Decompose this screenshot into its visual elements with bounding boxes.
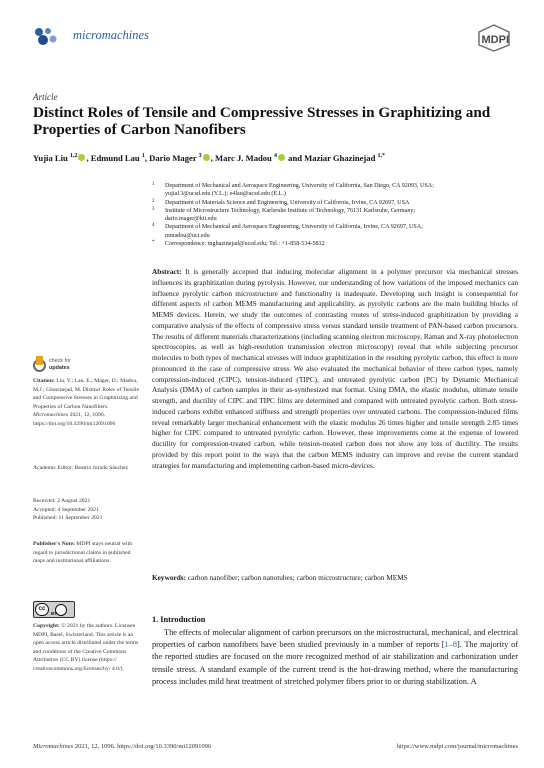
affiliation-line: mmadou@uci.edu [165,232,210,239]
affiliation-item [152,223,517,240]
author-affiliation-sup: 1,2 [69,153,78,160]
intro-text-b: ]. The majority of the reported studies are focused on the more recognized method of air stabilization and carbonization under tensile stress. A standard example of the current trend is the hot-drawing method, where the manufacturing process includes mild heat treatment of stretched polymer fibers prior to or during stabilization. A [152,640,518,686]
citation-text: Liu, Y.; Lau, E.; Mager, D.; Madou, M.J.; Ghazinejad, M. Distinct Roles of Tensile and Compressive Stresses in Graphitizing and Properties of Carbon Nanofibers. [33,378,139,410]
accepted-date: Accepted: 4 September 2021 [33,506,99,513]
article-title: Distinct Roles of Tensile and Compressive Stresses in Graphitizing and Properties of Carbon Nanofibers [33,104,491,138]
copyright-block [33,622,143,673]
affiliation-line: Department of Mechanical and Aerospace Engineering, University of California, San Diego, CA 92093, USA; [165,183,434,189]
author-separator: , [144,153,150,163]
affiliation-item [152,207,517,224]
academic-editor: Academic Editor: Beatriz Jurado Sánchez [33,465,129,471]
affiliation-line: yujia13@ucsd.edu (Y.L.); e4lau@ucsd.edu (E.L.) [165,191,286,198]
author-list [33,153,513,163]
published-date: Published: 11 September 2021 [33,515,103,521]
affiliation-number: 3 [152,206,155,212]
check-updates-ribbon-icon [36,356,43,365]
check-updates-line2: updates [49,364,70,371]
copyright-label: Copyright: [33,623,60,629]
publisher-note [33,540,143,566]
cc-by-license-logo[interactable] [33,601,75,618]
author-affiliation-sup: 1,* [377,153,386,160]
affiliation-line: Department of Mechanical and Aerospace Engineering, University of California, Irvine, CA 92697, USA; [165,224,423,231]
publisher-note-text: MDPI stays neutral with regard to jurisdictional claims in published maps and institutional affiliations. [33,541,133,564]
publisher-note-label: Publisher's Note: [33,541,75,547]
orcid-icon[interactable] [203,154,210,161]
affiliation-line: Correspondence: mghazinejad@ucsd.edu; Tel.: +1-858-534-5832 [165,241,325,248]
footer-url[interactable]: https://www.mdpi.com/journal/micromachines [396,743,518,750]
affiliation-item [152,199,517,207]
citation-tail[interactable]: 2021, 12, 1096. https://doi.org/10.3390/mi12091096 [33,412,116,427]
introduction-paragraph [152,627,518,688]
dates-block [33,497,143,523]
abstract-text: It is generally accepted that inducing molecular alignment in a polymer precursor via mechanical stresses influences its graphitization during pyrolysis. However, our understanding of how variations of the imposed mechanics can influence pyrolytic carbon microstructure and functionality is inadequate. Developing such insight is consequential for different aspects of carbon MEMS manufacturing and applicability, as pyrolytic carbons are the main building blocks of MEMS devices. Herein, we study the outcomes of contrasting routes of stress-induced graphitization by providing a comparative analysis of the effects of compressive stress versus standard tensile treatment of PAN-based carbon precursors. The results of different materials characterizations (including scanning electron microscopy, Raman and X-ray photoelectron spectroscopies, as well as high-resolution transmission electron microscopy) reveal that while subjecting precursor molecules to both types of mechanical stresses will induce graphitization in the resulting pyrolytic carbon, this effect is more pronounced in the case of compressive stress. We also evaluated the mechanical behavior of three carbon types, namely compression-induced (CIPC), tension-induced (TIPC), and untreated pyrolytic carbon (PC) by Dynamic Mechanical Analysis (DMA) of carbon samples in their as-synthesized mat format. Using DMA, the elastic modulus, ultimate tensile strength, and ductility of CIPC and TIPC films are determined and compared with untreated pyrolytic carbon. Both stress-induced carbons exhibit enhanced stiffness and strength properties over untreated carbons. The compression-induced films reveal remarkably larger mechanical enhancement with the elastic modulus 26 times higher and tensile strength 2.85 times higher for CIPC compared to untreated pyrolytic carbon. However, these improvements come at the expense of lowered ductility for compression-treated carbon, while tension-treated carbon does not show any loss of ductility. The results provided by this report point to the ways that the carbon MEMS industry can improve and revise the current standard strategies for manufacturing and implementing carbon-based micro-devices. [152,267,518,470]
author-name: Marc J. Madou [214,153,274,163]
author-separator: , [86,153,91,163]
orcid-icon[interactable] [78,154,85,161]
author-name: Edmund Lau [90,153,142,163]
author-affiliation-sup: 1 [141,153,145,160]
author-separator: and [286,153,305,163]
author-separator: , [210,153,215,163]
mdpi-logo-text: MDPI [481,34,509,46]
affiliation-number: 4 [152,223,155,229]
affiliation-number: * [152,240,155,246]
affiliations [152,182,517,248]
footer-doi[interactable]: 2021, 12, 1096. https://doi.org/10.3390/mi12091096 [73,743,212,750]
affiliation-number: 2 [152,198,155,204]
journal-logo-icon [33,26,59,48]
footer-journal: Micromachines [33,743,74,750]
affiliation-line: Institute of Microstructure Technology, Karlsruhe Institute of Technology, 76131 Karlsruhe, Germany; [165,207,416,214]
received-date: Received: 2 August 2021 [33,498,91,504]
intro-text-a: The effects of molecular alignment of carbon precursors on the microstructural, mechanical, and electrical properties of carbon nanofibers have been studied previously in a number of reports [ [152,628,518,650]
cc-icon: cc [35,603,49,616]
abstract-label: Abstract: [152,267,182,276]
keywords-label: Keywords: [152,573,187,582]
affiliation-item [152,240,517,248]
orcid-icon[interactable] [278,154,285,161]
author-affiliation-sup: 4 [274,153,277,160]
author-name: Maziar Ghazinejad [304,153,378,163]
affiliation-item [152,182,517,199]
citation-journal: Micromachines [33,412,69,418]
affiliation-number: 1 [152,182,155,187]
author-affiliation-sup: 3 [198,153,202,160]
copyright-text: © 2021 by the authors. Licensee MDPI, Basel, Switzerland. This article is an open access article distributed under the terms and conditions of the Creative Commons Attribution (CC BY) license (https:// creativecommons.org/licenses/by/ 4.0/). [33,623,139,672]
article-type: Article [33,92,58,102]
check-updates-line1: check for [49,358,71,364]
affiliation-line: dario.mager@kit.edu [165,216,217,223]
citation-label: Citation: [33,378,55,384]
keywords [152,573,518,582]
journal-header [33,22,511,52]
journal-name: micromachines [73,28,149,42]
author-name: Dario Mager [149,153,199,163]
author-name: Yujia Liu [33,153,70,163]
section-heading-introduction: 1. Introduction [152,615,206,624]
check-for-updates-badge[interactable] [33,356,93,376]
citation-ref-link[interactable]: 1–8 [444,640,457,650]
keywords-text: carbon nanofiber; carbon nanotubes; carbon microstructure; carbon MEMS [187,573,408,582]
cc-by-label: BY [51,611,58,616]
affiliation-line: Department of Materials Science and Engineering, University of California, Irvine, CA 92697, USA [165,199,410,206]
citation-block [33,377,143,428]
abstract [152,267,518,471]
